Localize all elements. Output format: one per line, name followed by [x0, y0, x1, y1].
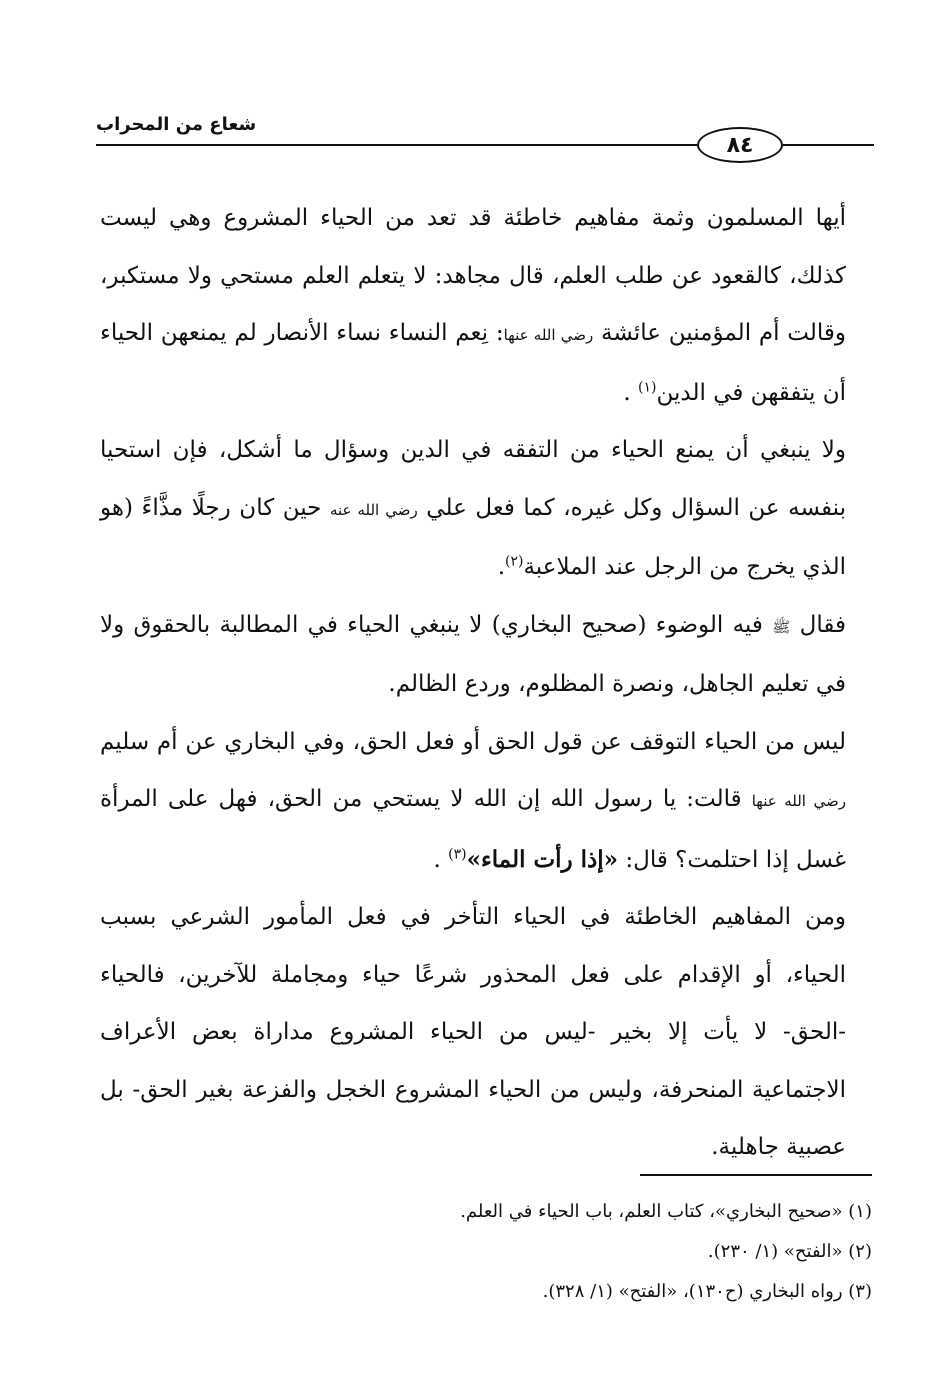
footnotes: [100, 1192, 872, 1312]
paragraph-end: .: [497, 554, 505, 580]
footnote-3: (٣) رواه البخاري (ح١٣٠)، «الفتح» (١/ ٣٢٨).: [542, 1281, 872, 1302]
paragraph-end: .: [623, 379, 631, 406]
footnote-separator: [640, 1174, 872, 1176]
running-title: شعاع من المحراب: [96, 114, 257, 135]
paragraph-3: [100, 597, 872, 714]
paragraph-text: ولا ينبغي أن يمنع الحياء من التفقه في الدين وسؤال ما أشكل، فإن استحيا بنفسه عن السؤال وكل غيره، كما فعل علي: [100, 437, 847, 521]
hadith-quote: «إذا رأت الماء»: [466, 845, 619, 873]
paragraph-text: فيه الوضوء (صحيح البخاري) لا ينبغي الحياء في المطالبة بالحقوق ولا في تعليم الجاهل، ونصرة المظلوم، وردع الظالم.: [100, 611, 846, 697]
footnote-ref[interactable]: (٢): [505, 553, 524, 570]
paragraph-text: قالت: يا رسول الله إن الله لا يستحي من الحق، فهل على المرأة غسل إذا احتلمت؟ قال:: [100, 786, 846, 873]
page-number-badge: [697, 127, 783, 163]
paragraph-end: .: [433, 846, 441, 873]
paragraph-text: أيها المسلمون وثمة مفاهيم خاطئة قد تعد من الحياء المشروع وهي ليست كذلك، كالقعود عن طلب العلم، قال مجاهد: لا يتعلم العلم مستحي ولا مستكبر، وقالت أم المؤمنين عائشة: [100, 205, 846, 346]
paragraph-text: فقال: [799, 611, 847, 638]
honorific-glyph: رضي الله عنها: [751, 792, 846, 810]
paragraph-5: [100, 889, 872, 1177]
paragraph-text: : نِعم النساء نساء الأنصار لم يمنعهن الحياء أن يتفقهن في الدين: [100, 320, 846, 406]
paragraph-1: [100, 190, 872, 422]
honorific-glyph: ﷺ: [772, 617, 791, 636]
paragraph-text: حين كان رجلًا مذَّاءً (هو الذي يخرج من الرجل عند الملاعبة: [100, 494, 846, 580]
page-number: ٨٤: [726, 132, 754, 158]
footnote-ref[interactable]: (١): [638, 378, 657, 395]
paragraph-2: [100, 422, 872, 597]
paragraph-4: [100, 714, 872, 890]
body-text: [100, 190, 872, 1177]
paragraph-text: ومن المفاهيم الخاطئة في الحياء التأخر في فعل المأمور الشرعي بسبب الحياء، أو الإقدام على فعل المحذور شرعًا حياء ومجاملة للآخرين، فالحياء -الحق- لا يأت إلا بخير -ليس من الحياء المشروع مداراة بعض الأعراف الاجتماعية المنحرفة، وليس من الحياء المشروع الخجل والفزعة بغير الحق- بل عصبية جاهلية.: [100, 904, 846, 1160]
footnote-1: (١) «صحيح البخاري»، كتاب العلم، باب الحياء في العلم.: [460, 1201, 872, 1222]
footnote-2: (٢) «الفتح» (١/ ٢٣٠).: [707, 1241, 872, 1262]
honorific-glyph: رضي الله عنه: [329, 500, 418, 519]
footnote-ref[interactable]: (٣): [448, 845, 467, 862]
honorific-glyph: رضي الله عنها: [503, 326, 594, 344]
paragraph-text: ليس من الحياء التوقف عن قول الحق أو فعل الحق، وفي البخاري عن أم سليم: [100, 728, 846, 755]
